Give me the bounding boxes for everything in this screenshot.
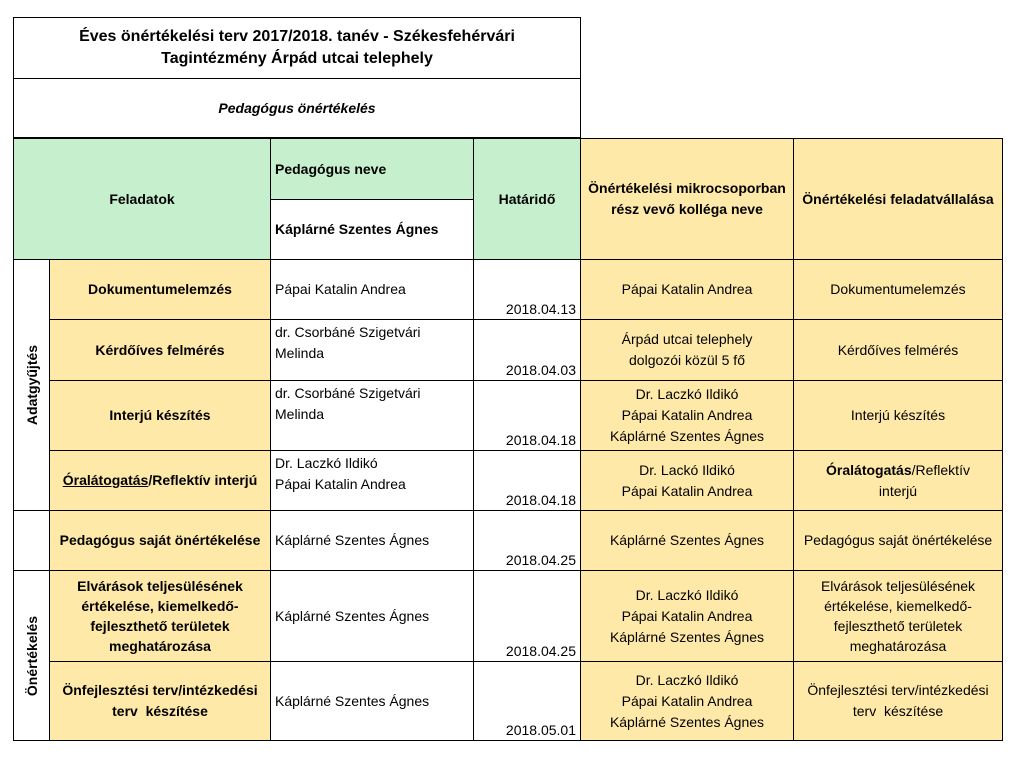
- row3-colleagues: [580, 380, 794, 451]
- row7-colleagues: [580, 661, 794, 741]
- row1-teacher-text: Pápai Katalin Andrea: [275, 281, 406, 297]
- header-pedagogus-value: [270, 199, 474, 260]
- row2-date-text: 2018.04.03: [505, 362, 576, 378]
- header-pedagogus-value-text: Káplárné Szentes Ágnes: [275, 221, 439, 237]
- row2-teacher: [270, 319, 474, 381]
- row4-task-rest: /Reflektív interjú: [148, 472, 258, 488]
- row6-commitment-line1: Elvárások teljesülésének: [820, 578, 976, 594]
- row5-teacher: [270, 510, 474, 571]
- row1-commitment-text: Dokumentumelemzés: [830, 281, 966, 297]
- row6-task-line2: értékelése, kiemelkedő-: [81, 598, 239, 614]
- row2-commitment-text: Kérdőíves felmérés: [837, 341, 959, 358]
- group-onertekeles-label: Önértékelés: [23, 615, 40, 696]
- row4-colleague-line2: Pápai Katalin Andrea: [621, 482, 753, 499]
- row2-colleague-line1: Árpád utcai telephely: [621, 331, 753, 347]
- row2-colleague-line2: dolgozói közül 5 fő: [629, 352, 745, 368]
- row6-commitment-line4: meghatározása: [849, 638, 947, 654]
- row7-colleague-line3: Káplárné Szentes Ágnes: [609, 713, 765, 730]
- section-subtitle: [13, 78, 581, 138]
- row4-task: [49, 450, 271, 511]
- row6-teacher: [270, 570, 474, 662]
- row5-task: [49, 510, 271, 571]
- row5-colleague-text: Káplárné Szentes Ágnes: [609, 532, 765, 548]
- row7-task-line2: terv készítése: [112, 703, 208, 719]
- row3-colleague-line2: Pápai Katalin Andrea: [621, 407, 753, 423]
- row2-date: [473, 319, 581, 381]
- row5-date-text: 2018.04.25: [505, 552, 576, 568]
- header-feladatok-text: Feladatok: [109, 190, 175, 207]
- row5-task-text: Pedagógus saját önértékelése: [59, 532, 261, 548]
- title-line-2: Tagintézmény Árpád utcai telephely: [161, 50, 433, 67]
- row1-task: [49, 259, 271, 320]
- row1-date: [473, 259, 581, 320]
- row5-commitment: [793, 510, 1003, 571]
- row6-commitment: [793, 570, 1003, 662]
- row4-colleague-line1: Dr. Lackó Ildikó: [639, 461, 735, 478]
- group-empty: [13, 510, 50, 571]
- row7-date-text: 2018.05.01: [505, 722, 576, 738]
- row4-teacher: [270, 450, 474, 511]
- row6-colleague-line1: Dr. Laczkó Ildikó: [635, 586, 739, 603]
- row2-task-text: Kérdőíves felmérés: [95, 341, 225, 358]
- row6-date: [473, 570, 581, 662]
- row3-colleague-line1: Dr. Laczkó Ildikó: [635, 386, 739, 402]
- row2-task: [49, 319, 271, 381]
- row6-colleague-line2: Pápai Katalin Andrea: [621, 607, 753, 624]
- row7-date: [473, 661, 581, 741]
- row6-colleagues: [580, 570, 794, 662]
- row4-colleagues: [580, 450, 794, 511]
- header-hatarido: [473, 138, 581, 260]
- row7-commitment-line2: terv készítése: [852, 703, 944, 719]
- row6-commitment-line3: fejleszthető területek: [833, 618, 963, 634]
- row2-commitment: [793, 319, 1003, 381]
- row4-commitment-rest: /Reflektív: [911, 461, 970, 478]
- row5-teacher-text: Káplárné Szentes Ágnes: [275, 532, 430, 548]
- group-onertekeles: [13, 570, 50, 741]
- row4-date-text: 2018.04.18: [505, 492, 576, 508]
- row2-colleagues: [580, 319, 794, 381]
- row3-task-text: Interjú készítés: [109, 407, 211, 423]
- row5-commitment-text: Pedagógus saját önértékelése: [803, 532, 993, 548]
- group-adatgyujtes: [13, 259, 50, 511]
- row6-task-line3: fejleszthető területek: [90, 618, 230, 634]
- header-pedagogus-neve: [270, 138, 474, 200]
- row1-commitment: [793, 259, 1003, 320]
- row3-date-text: 2018.04.18: [505, 432, 576, 448]
- row5-date: [473, 510, 581, 571]
- row5-colleagues: [580, 510, 794, 571]
- subtitle-text: Pedagógus önértékelés: [218, 99, 376, 116]
- header-feladatok: [13, 138, 271, 260]
- row3-teacher-line2: Melinda: [275, 406, 325, 422]
- row1-teacher: [270, 259, 474, 320]
- row3-commitment: [793, 380, 1003, 451]
- row6-date-text: 2018.04.25: [505, 643, 576, 659]
- row6-task-line1: Elvárások teljesülésének: [77, 578, 243, 594]
- header-feladatvallalas-text: Önértékelési feladatvállalása: [802, 190, 994, 207]
- row7-commitment-line1: Önfejlesztési terv/intézkedési: [807, 682, 989, 698]
- row2-teacher-line2: Melinda: [275, 345, 325, 361]
- row1-task-text: Dokumentumelemzés: [88, 281, 232, 297]
- header-mikrocsoport: [580, 138, 794, 260]
- group-adatgyujtes-label: Adatgyűjtés: [23, 344, 40, 426]
- row4-task-underlined: Óralátogatás: [62, 472, 149, 488]
- row2-teacher-line1: dr. Csorbáné Szigetvári: [275, 324, 421, 340]
- row4-commitment-line2: interjú: [878, 482, 918, 499]
- row6-task: [49, 570, 271, 662]
- header-mikrocsoport-text: Önértékelési mikrocsoporban rész vevő kolléga neve: [588, 180, 786, 217]
- row6-teacher-text: Káplárné Szentes Ágnes: [275, 607, 430, 624]
- row1-colleague-text: Pápai Katalin Andrea: [621, 281, 753, 297]
- row1-date-text: 2018.04.13: [505, 301, 576, 317]
- row4-commitment: [793, 450, 1003, 511]
- row7-colleague-line2: Pápai Katalin Andrea: [621, 692, 753, 709]
- row3-commitment-text: Interjú készítés: [850, 407, 946, 423]
- row7-colleague-line1: Dr. Laczkó Ildikó: [635, 671, 739, 688]
- row6-colleague-line3: Káplárné Szentes Ágnes: [609, 628, 765, 645]
- row4-teacher-line2: Pápai Katalin Andrea: [275, 476, 406, 492]
- row7-task: [49, 661, 271, 741]
- title-line-1: Éves önértékelési terv 2017/2018. tanév - Székesfehérvári: [79, 28, 515, 45]
- row3-colleague-line3: Káplárné Szentes Ágnes: [609, 428, 765, 444]
- row6-commitment-line2: értékelése, kiemelkedő-: [824, 598, 972, 614]
- row4-date: [473, 450, 581, 511]
- row1-colleagues: [580, 259, 794, 320]
- row3-teacher-line1: dr. Csorbáné Szigetvári: [275, 385, 421, 401]
- row4-teacher-line1: Dr. Laczkó Ildikó: [275, 455, 378, 471]
- document-title: [13, 17, 581, 79]
- header-feladatvallalas: [793, 138, 1003, 260]
- row4-commitment-bold: Óralátogatás: [826, 461, 912, 478]
- row3-teacher: [270, 380, 474, 451]
- header-hatarido-text: Határidő: [498, 190, 556, 207]
- row3-date: [473, 380, 581, 451]
- row7-teacher-text: Káplárné Szentes Ágnes: [275, 692, 430, 709]
- row7-task-line1: Önfejlesztési terv/intézkedési: [62, 682, 258, 698]
- row7-commitment: [793, 661, 1003, 741]
- header-pedagogus-neve-text: Pedagógus neve: [275, 160, 387, 177]
- row6-task-line4: meghatározása: [109, 638, 211, 654]
- row7-teacher: [270, 661, 474, 741]
- row3-task: [49, 380, 271, 451]
